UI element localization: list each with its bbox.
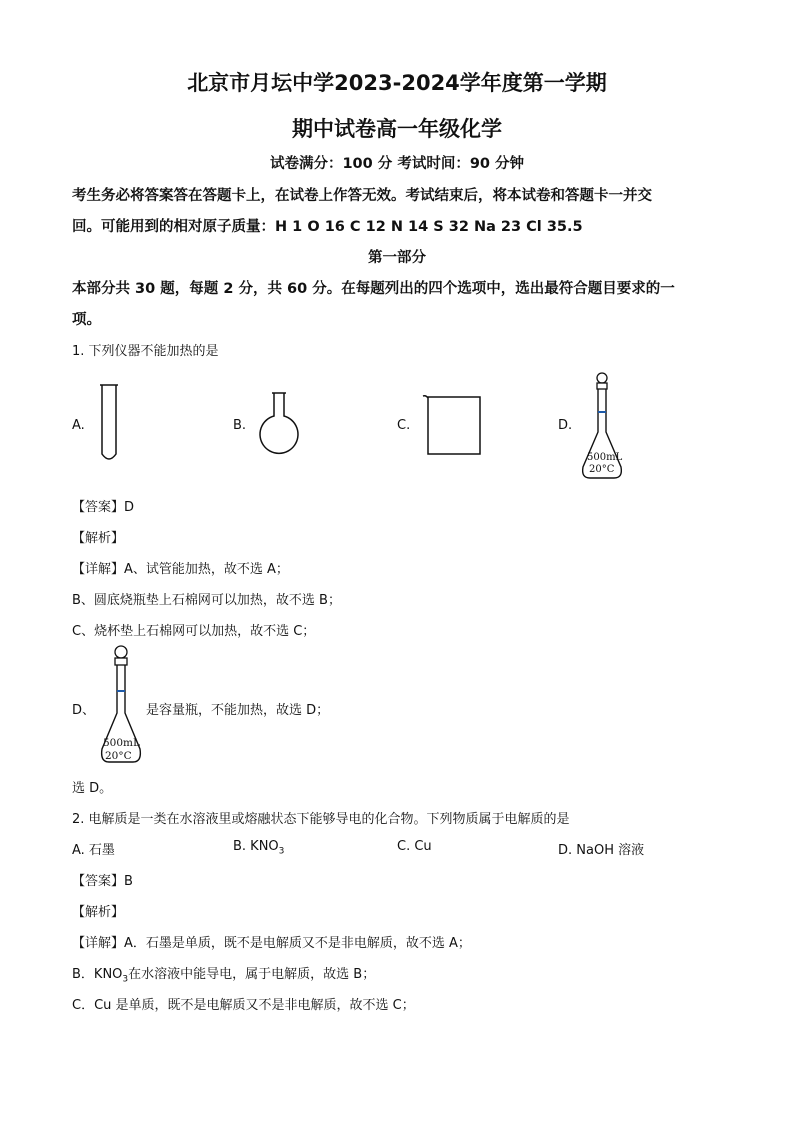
q1-detail-a: [72, 558, 289, 577]
section-desc-line1: 本部分共 30 题，每题 2 分，共 60 分。在每题列出的四个选项中，选出最符合题目要求的一: [72, 281, 675, 297]
q2-stem: 2. 电解质是一类在水溶液里或熔融状态下能够导电的化合物。下列物质属于电解质的是: [72, 812, 570, 827]
q2-detail-b: [72, 963, 375, 985]
detail-text: B．KNO: [72, 967, 123, 982]
q1-option-c-label: C.: [397, 418, 411, 433]
q1-detail-flask-temp: 20°C: [105, 750, 132, 762]
beaker-icon: [422, 394, 486, 456]
answer-value: B: [124, 874, 133, 889]
option-text: B. KNO: [233, 839, 279, 854]
detail-text: 在水溶液中能导电，属于电解质，故选 B；: [128, 967, 376, 982]
q1-flask-temp: 20°C: [589, 464, 615, 475]
subscript: 3: [278, 846, 285, 857]
q1-option-b-label: B.: [233, 418, 247, 433]
test-tube-icon: [96, 384, 122, 466]
detail-text: A．石墨是单质，既不是电解质又不是非电解质，故不选 A；: [124, 936, 471, 951]
exam-title-line2: 期中试卷高一年级化学: [292, 117, 502, 141]
subscript: 3: [122, 974, 129, 985]
q1-analysis-tag: 【解析】: [72, 531, 125, 546]
exam-title-line1: 北京市月坛中学2023-2024学年度第一学期: [187, 71, 607, 95]
q2-option-a: A. 石墨: [72, 843, 115, 858]
section-desc-line2: 项。: [72, 312, 101, 328]
q2-detail-a: [72, 932, 471, 951]
exam-meta: 试卷满分：100 分 考试时间：90 分钟: [269, 156, 525, 172]
instructions-line1: 考生务必将答案答在答题卡上，在试卷上作答无效。考试结束后，将本试卷和答题卡一并交: [72, 188, 652, 204]
q1-option-a-label: A.: [72, 418, 85, 433]
q1-option-d-label: D.: [558, 418, 573, 433]
q1-detail-flask-volume: 500mL: [103, 737, 140, 749]
answer-tag: 【答案】: [72, 874, 125, 889]
q1-stem: 1. 下列仪器不能加热的是: [72, 344, 219, 359]
q2-answer: [72, 870, 133, 889]
q1-detail-d-prefix: D、: [72, 703, 96, 718]
answer-value: D: [124, 500, 135, 515]
round-bottom-flask-icon: [255, 392, 303, 458]
detail-tag: 【详解】: [72, 936, 125, 951]
q2-option-b: [233, 839, 284, 857]
detail-tag: 【详解】: [72, 562, 125, 577]
q1-answer: [72, 496, 134, 515]
q2-option-c: C. Cu: [397, 839, 432, 854]
q1-detail-c: C、烧杯垫上石棉网可以加热，故不选 C；: [72, 624, 316, 639]
answer-tag: 【答案】: [72, 500, 125, 515]
section-title: 第一部分: [368, 250, 426, 266]
q1-flask-volume: 500mL: [587, 452, 623, 463]
q2-analysis-tag: 【解析】: [72, 905, 125, 920]
q2-option-d: D. NaOH 溶液: [558, 843, 645, 858]
q1-detail-b: B、圆底烧瓶垫上石棉网可以加热，故不选 B；: [72, 593, 341, 608]
q1-conclusion: 选 D。: [72, 781, 113, 796]
detail-text: A、试管能加热，故不选 A；: [124, 562, 289, 577]
instructions-line2: 回。可能用到的相对原子质量：H 1 O 16 C 12 N 14 S 32 Na 23 Cl 35.5: [72, 219, 583, 235]
q1-detail-d-suffix: 是容量瓶，不能加热，故选 D；: [146, 703, 330, 718]
q2-detail-c: C．Cu 是单质，既不是电解质又不是非电解质，故不选 C；: [72, 998, 415, 1013]
